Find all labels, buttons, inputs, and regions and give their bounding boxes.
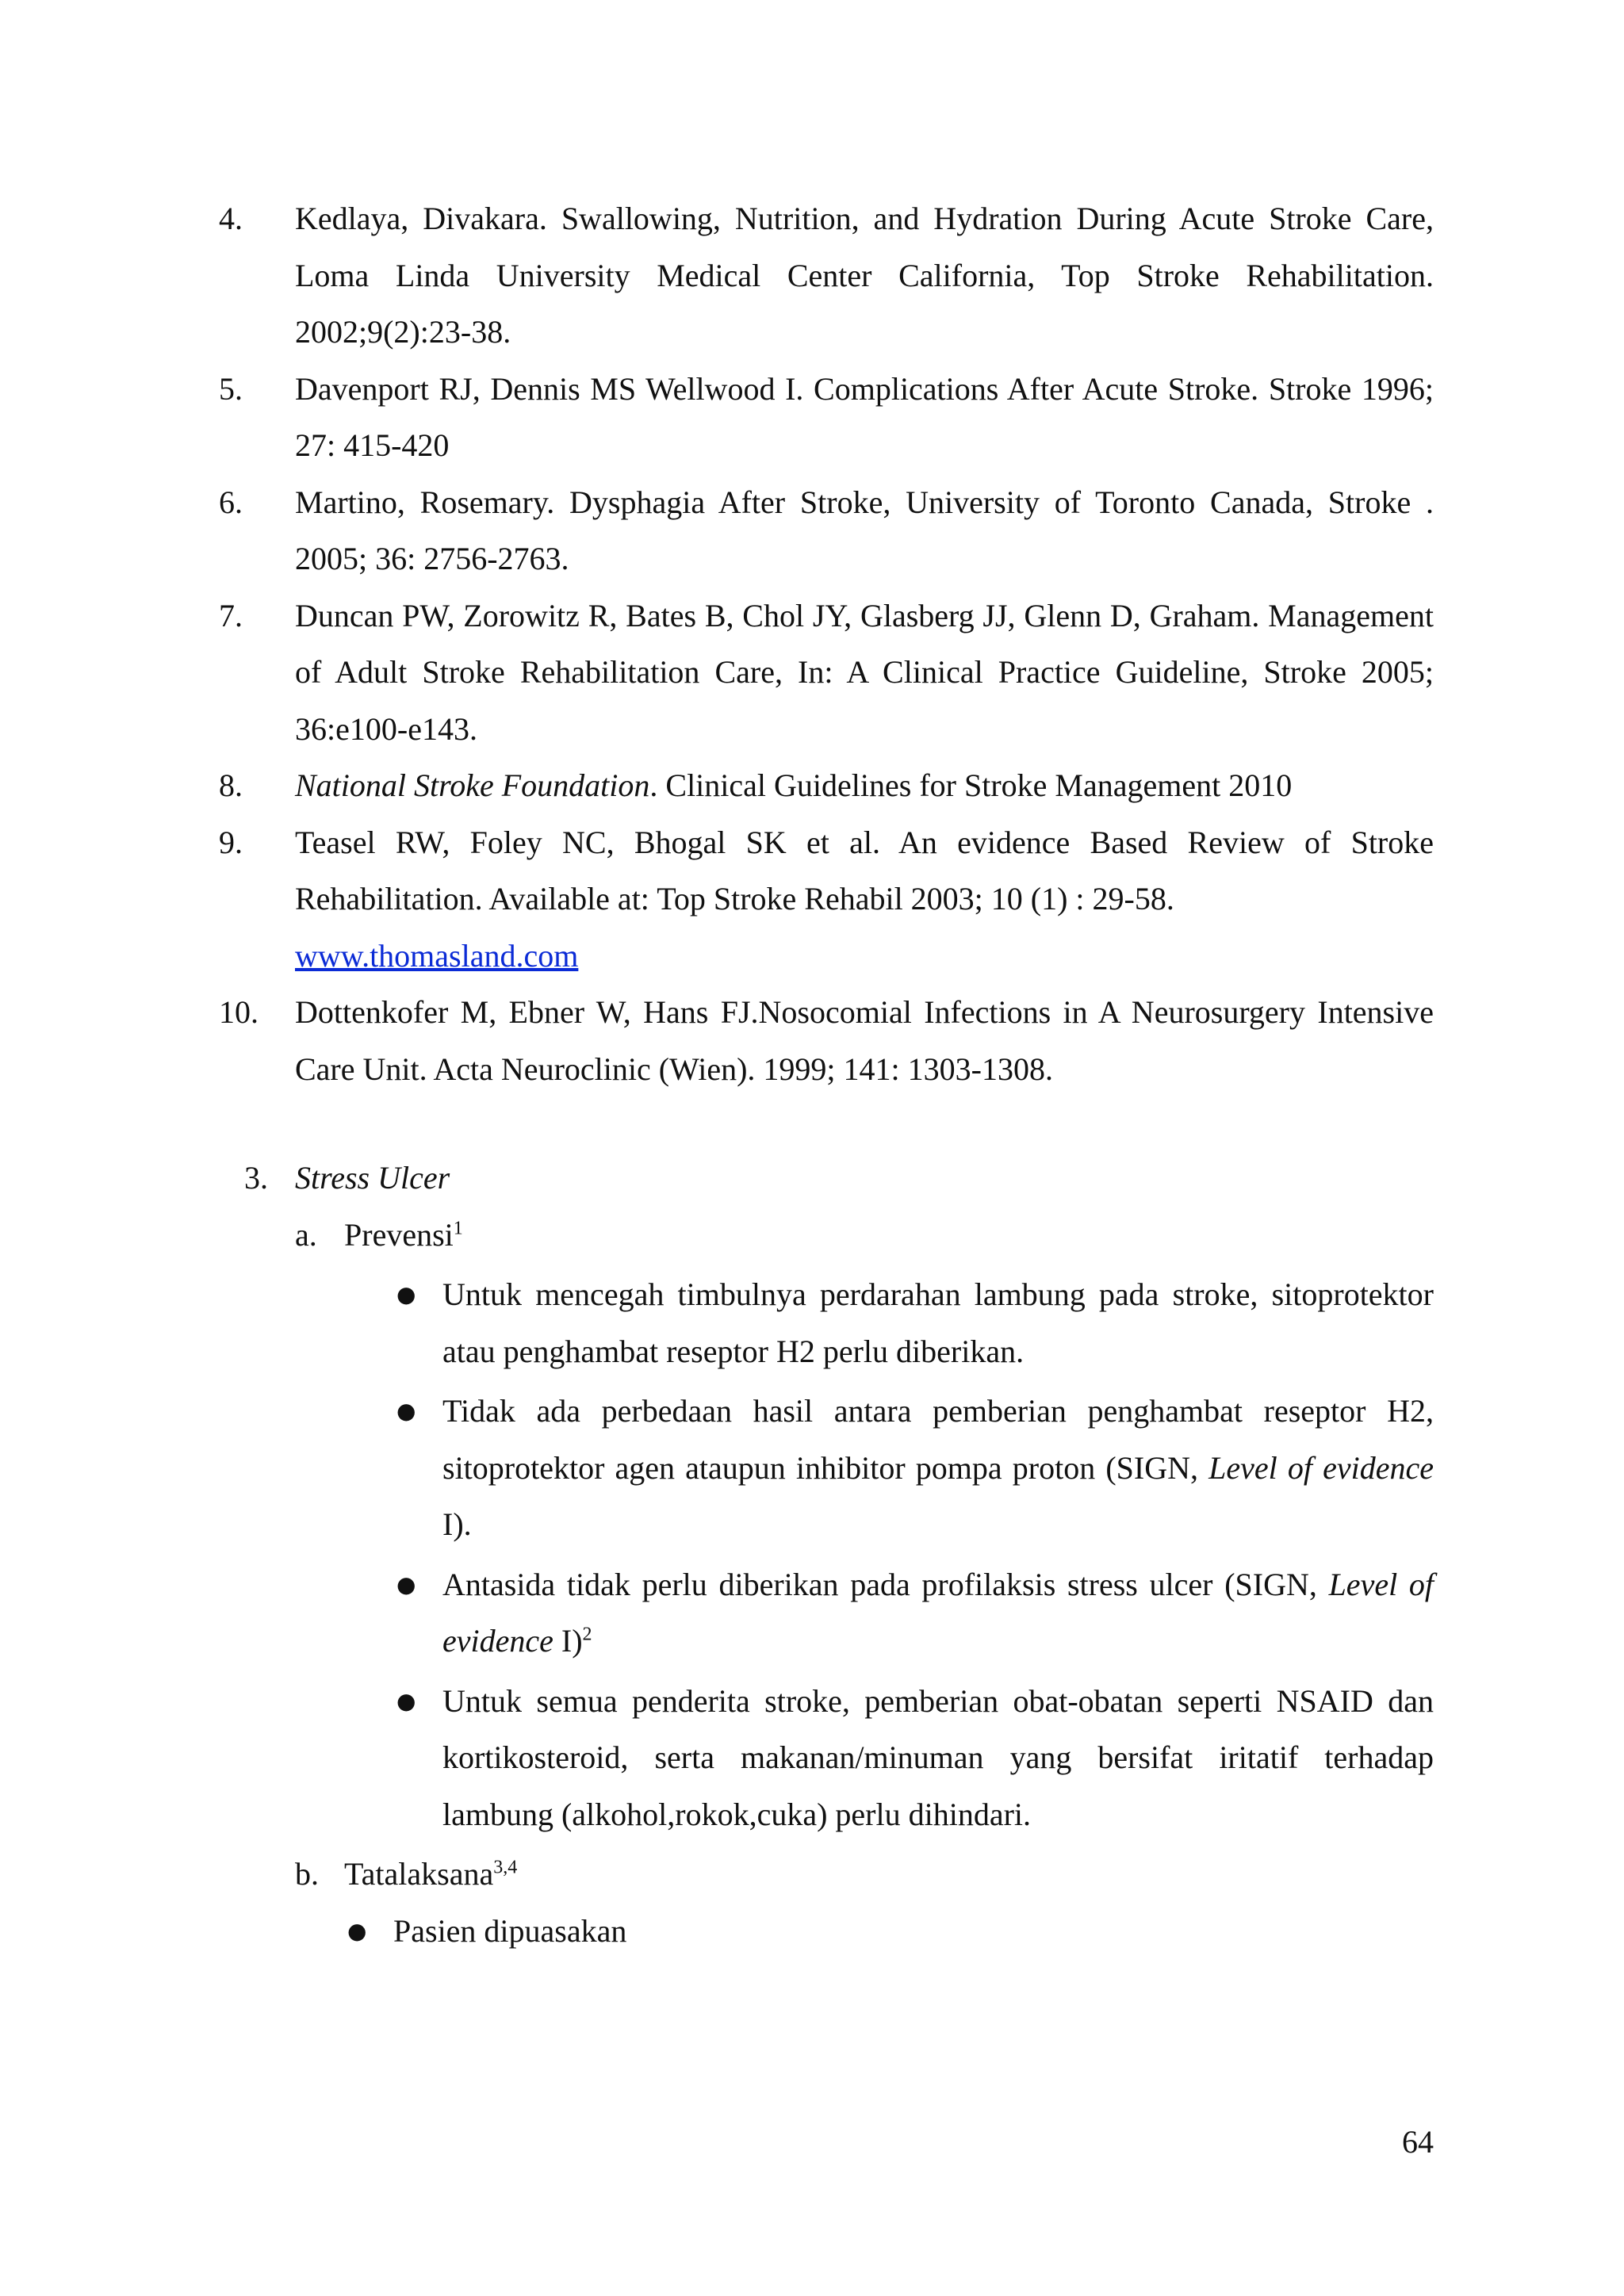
footnote-ref: 2 — [582, 1624, 592, 1645]
bullet-icon: ● — [396, 1398, 416, 1424]
reference-text: Kedlaya, Divakara. Swallowing, Nutrition, and Hydration During Acute Stroke Care, Loma Linda University Medical Center California, Top Stroke Rehabilitation. 2002;9(2):23-38. — [295, 201, 1434, 350]
subsection-letter: a. — [295, 1216, 317, 1253]
list-item — [343, 1903, 1532, 1960]
stress-ulcer-section — [244, 1150, 1434, 1959]
section-title: Stress Ulcer — [295, 1160, 450, 1196]
reference-item — [219, 757, 1434, 814]
reference-number: 7. — [219, 597, 243, 633]
bullet-text: Pasien dipuasakan — [393, 1912, 627, 1949]
reference-item — [219, 190, 1434, 361]
list-item — [392, 1266, 1434, 1380]
footnote-ref: 3,4 — [493, 1857, 518, 1878]
bullet-icon: ● — [396, 1281, 416, 1307]
section-number: 3. — [244, 1160, 268, 1196]
subsection-label: Prevensi — [344, 1216, 454, 1253]
bullet-text-end: I) — [553, 1623, 583, 1659]
bullet-icon: ● — [396, 1571, 416, 1598]
reference-text-main: Teasel RW, Foley NC, Bhogal SK et al. An evidence Based Review of Stroke Rehabilitation. Available at: Top Stroke Rehabil 2003; 10 (1) : 29-58. — [295, 824, 1434, 916]
reference-item — [219, 814, 1434, 985]
bullet-italic: Level of evidence — [442, 1566, 1434, 1659]
reference-number: 6. — [219, 484, 243, 520]
subsection-prevensi-heading — [295, 1207, 1484, 1264]
bullet-text: Untuk mencegah timbulnya perdarahan lambung pada stroke, sitoprotektor atau penghambat reseptor H2 perlu diberikan. — [442, 1276, 1434, 1369]
reference-text: Davenport RJ, Dennis MS Wellwood I. Complications After Acute Stroke. Stroke 1996; 27: 415-420 — [295, 370, 1434, 463]
reference-number: 5. — [219, 370, 243, 407]
bullet-text-end: I). — [442, 1506, 472, 1542]
reference-italic-title: National Stroke Foundation — [295, 767, 650, 803]
page-number: 64 — [1402, 2124, 1434, 2160]
reference-number: 9. — [219, 824, 243, 860]
reference-number: 4. — [219, 201, 243, 236]
prevensi-bullet-list — [392, 1266, 1434, 1843]
reference-number: 8. — [219, 767, 243, 803]
subsection-letter: b. — [295, 1856, 319, 1892]
reference-list — [219, 190, 1434, 1097]
bullet-text: Tidak ada perbedaan hasil antara pemberian penghambat reseptor H2, sitoprotektor agen ataupun inhibitor pompa proton (SIGN, — [442, 1393, 1434, 1486]
bullet-icon: ● — [396, 1687, 416, 1714]
list-item — [392, 1383, 1434, 1553]
reference-text: Dottenkofer M, Ebner W, Hans FJ.Nosocomial Infections in A Neurosurgery Intensive Care Unit. Acta Neuroclinic (Wien). 1999; 141: 1303-1308. — [295, 994, 1434, 1087]
reference-text — [295, 814, 1434, 985]
section-heading — [244, 1150, 1434, 1207]
bullet-italic: Level of evidence — [1208, 1449, 1434, 1486]
list-item — [392, 1556, 1434, 1670]
reference-item — [219, 984, 1434, 1097]
reference-text: Duncan PW, Zorowitz R, Bates B, Chol JY, Glasberg JJ, Glenn D, Graham. Management of Adult Stroke Rehabilitation Care, In: A Clinical Practice Guideline, Stroke 2005; 36:e100-e143. — [295, 597, 1434, 747]
bullet-text: Antasida tidak perlu diberikan pada profilaksis stress ulcer (SIGN, — [442, 1566, 1329, 1602]
reference-item — [219, 361, 1434, 474]
reference-text: Martino, Rosemary. Dysphagia After Stroke, University of Toronto Canada, Stroke . 2005; 36: 2756-2763. — [295, 484, 1434, 576]
footnote-ref: 1 — [453, 1218, 463, 1239]
subsection-tatalaksana-heading — [295, 1846, 1484, 1903]
reference-text — [295, 757, 1434, 814]
reference-item — [219, 587, 1434, 758]
bullet-icon: ● — [347, 1917, 367, 1944]
bullet-text: Untuk semua penderita stroke, pemberian obat-obatan seperti NSAID dan kortikosteroid, serta makanan/minuman yang bersifat iritatif terhadap lambung (alkohol,rokok,cuka) perlu dihindari. — [442, 1682, 1434, 1832]
subsection-label: Tatalaksana — [344, 1856, 494, 1892]
reference-link[interactable]: www.thomasland.com — [295, 937, 579, 974]
reference-item — [219, 474, 1434, 587]
reference-number: 10. — [219, 994, 259, 1030]
reference-text-rest: . Clinical Guidelines for Stroke Management 2010 — [649, 767, 1293, 803]
list-item — [392, 1673, 1434, 1843]
tatalaksana-bullet-list — [343, 1903, 1532, 1960]
